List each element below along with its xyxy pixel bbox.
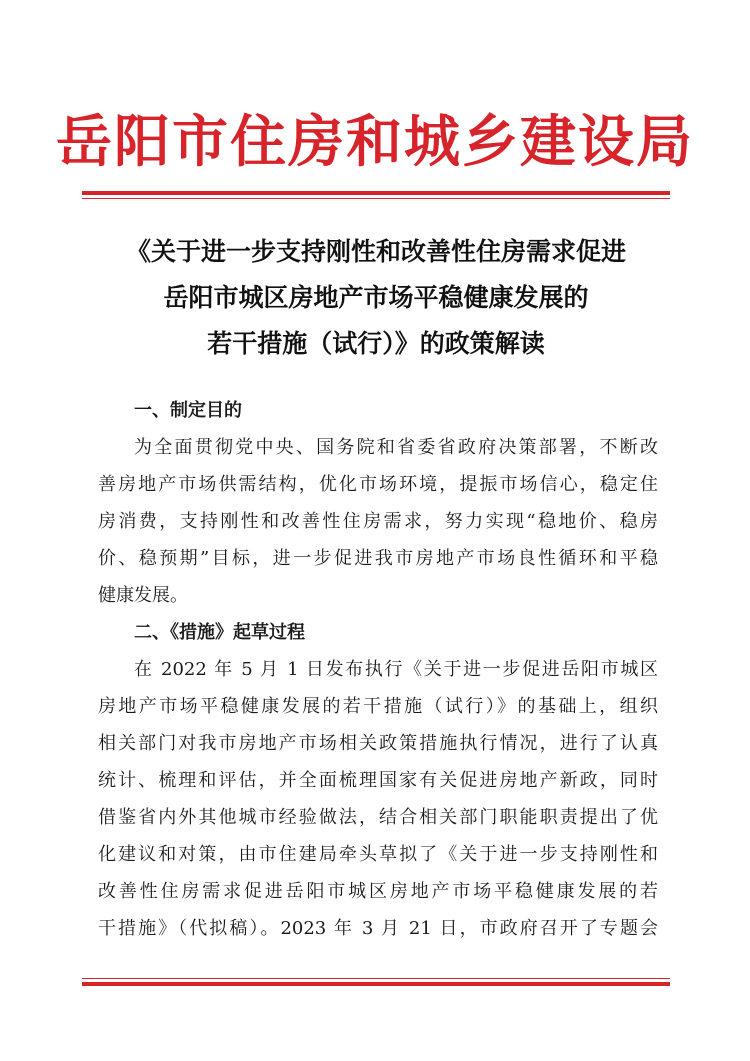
paragraph-line: 房消费，支持刚性和改善性住房需求，努力实现“稳地价、稳房 (98, 511, 658, 532)
footer-rule-thick (82, 982, 670, 986)
masthead-rule-thin (82, 198, 670, 199)
paragraph-line: 相关部门对我市房地产市场相关政策措施执行情况，进行了认真 (98, 733, 658, 754)
paragraph-line: 干措施》（代拟稿）。2023 年 3 月 21 日，市政府召开了专题会 (98, 918, 658, 939)
document-title (82, 229, 670, 367)
paragraph-line: 价、稳预期”目标，进一步促进我市房地产市场良性循环和平稳 (98, 548, 658, 569)
paragraph-line: 借鉴省内外其他城市经验做法，结合相关部门职能职责提出了优 (98, 807, 658, 828)
document-body (98, 392, 658, 947)
paragraph-line: 房地产市场平稳健康发展的若干措施（试行）》的基础上，组织 (98, 696, 658, 717)
paragraph-line: 在 2022 年 5 月 1 日发布执行《关于进一步促进岳阳市城区 (134, 659, 658, 680)
title-line: 岳阳市城区房地产市场平稳健康发展的 (163, 283, 589, 312)
paragraph-line: 改善性住房需求促进岳阳市城区房地产市场平稳健康发展的若 (98, 881, 658, 902)
paragraph-line: 善房地产市场供需结构，优化市场环境，提振市场信心，稳定住 (98, 474, 658, 495)
title-line: 《关于进一步支持刚性和改善性住房需求促进 (125, 237, 626, 266)
section-heading-drafting: 二、《措施》起草过程 (134, 622, 305, 643)
paragraph-line: 健康发展。 (98, 585, 188, 606)
paragraph-line: 为全面贯彻党中央、国务院和省委省政府决策部署，不断改 (134, 437, 658, 458)
paragraph-line: 统计、梳理和评估，并全面梳理国家有关促进房地产新政，同时 (98, 770, 658, 791)
title-line: 若干措施（试行）》的政策解读 (207, 329, 545, 358)
paragraph-line: 化建议和对策，由市住建局牵头草拟了《关于进一步支持刚性和 (98, 844, 658, 865)
section-heading-purpose: 一、制定目的 (134, 400, 242, 421)
footer-rule-thin (82, 978, 670, 979)
masthead-title: 岳阳市住房和城乡建设局 (56, 110, 694, 175)
masthead-rule-thick (82, 191, 670, 195)
